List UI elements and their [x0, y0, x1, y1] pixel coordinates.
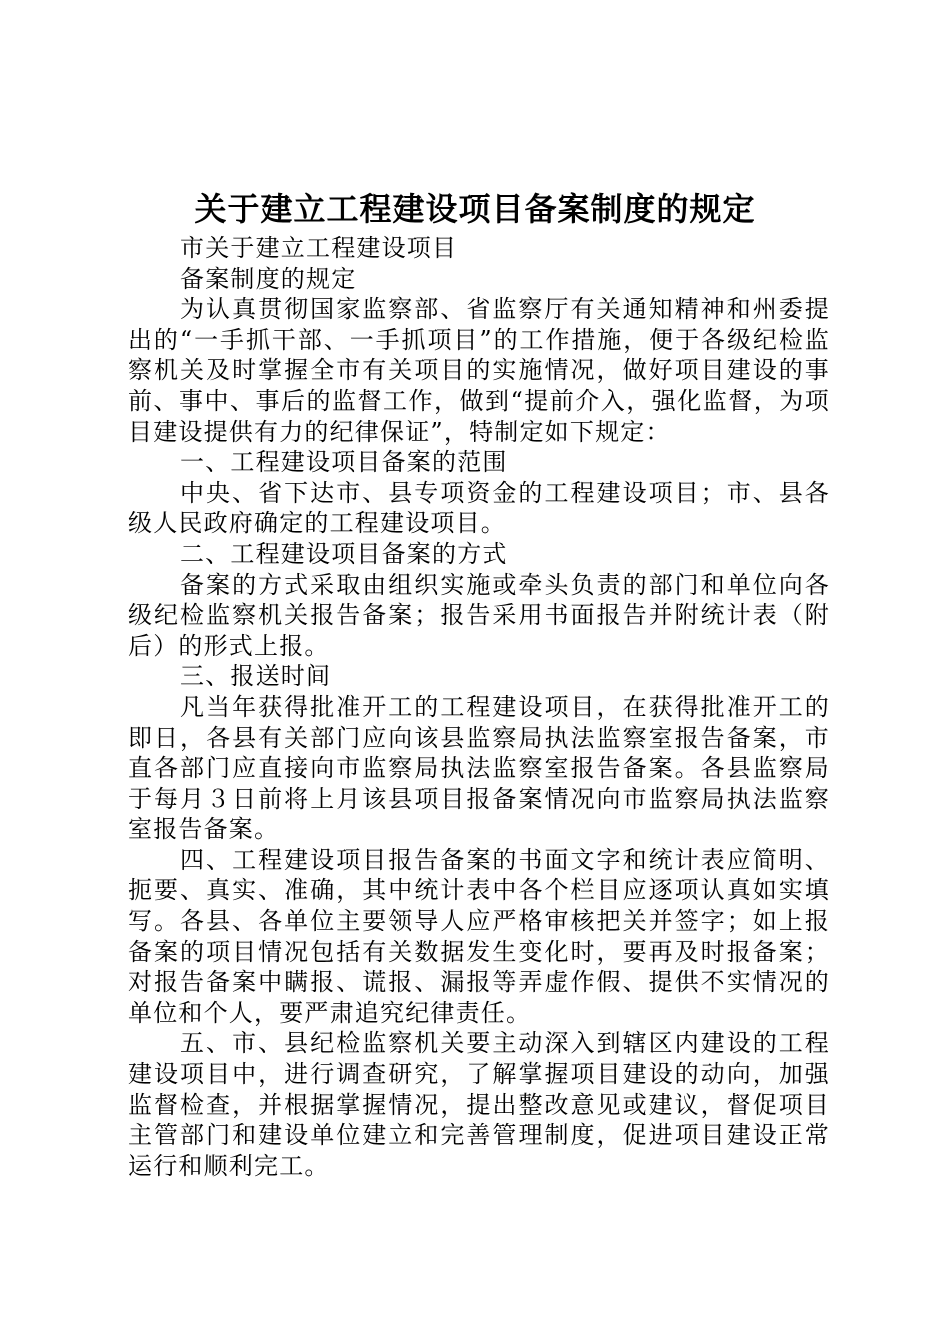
- document-body: [128, 233, 830, 1181]
- section-heading-2: 二、工程建设项目备案的方式: [180, 539, 508, 568]
- section-text-1: 中央、省下达市、县专项资金的工程建设项目；市、县各级人民政府确定的工程建设项目。: [128, 478, 830, 538]
- paragraph-five: 五、市、县纪检监察机关要主动深入到辖区内建设的工程建设项目中，进行调查研究，了解掌握项目建设的动向，加强监督检查，并根据掌握情况，提出整改意见或建议，督促项目主管部门和建设单位建立和完善管理制度，促进项目建设正常运行和顺利完工。: [128, 1029, 830, 1180]
- subtitle-line-2: 备案制度的规定: [180, 264, 357, 293]
- section-text-2: 备案的方式采取由组织实施或牵头负责的部门和单位向各级纪检监察机关报告备案；报告采用书面报告并附统计表（附后）的形式上报。: [128, 570, 830, 660]
- paragraph-four: 四、工程建设项目报告备案的书面文字和统计表应简明、扼要、真实、准确，其中统计表中各个栏目应逐项认真如实填写。各县、各单位主要领导人应严格审核把关并签字；如上报备案的项目情况包括有关数据发生变化时，要再及时报备案；对报告备案中瞒报、谎报、漏报等弄虚作假、提供不实情况的单位和个人，要严肃追究纪律责任。: [128, 845, 830, 1027]
- document-title: 关于建立工程建设项目备案制度的规定: [194, 190, 756, 228]
- section-text-3: 凡当年获得批准开工的工程建设项目，在获得批准开工的即日，各县有关部门应向该县监察局执法监察室报告备案，市直各部门应直接向市监察局执法监察室报告备案。各县监察局于每月３日前将上月该县项目报备案情况向市监察局执法监察室报告备案。: [128, 692, 830, 844]
- section-heading-1: 一、工程建设项目备案的范围: [180, 448, 508, 477]
- section-heading-3: 三、报送时间: [180, 662, 332, 691]
- intro-paragraph: 为认真贯彻国家监察部、省监察厅有关通知精神和州委提出的“一手抓干部、一手抓项目”的工作措施，便于各级纪检监察机关及时掌握全市有关项目的实施情况，做好项目建设的事前、事中、事后的监督工作，做到“提前介入，强化监督，为项目建设提供有力的纪律保证”，特制定如下规定：: [128, 295, 830, 446]
- subtitle-line-1: 市关于建立工程建设项目: [180, 234, 458, 262]
